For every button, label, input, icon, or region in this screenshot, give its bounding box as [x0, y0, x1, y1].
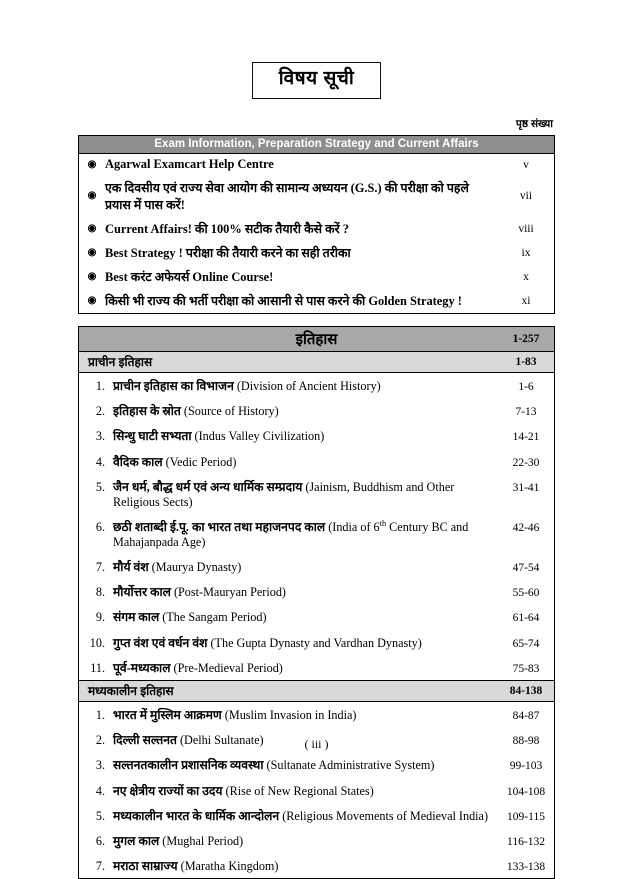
chapter-row[interactable]: [79, 554, 554, 579]
chapter-number: 6.: [95, 519, 105, 534]
chapter-title: [113, 659, 498, 676]
subsection-pages: 1-83: [515, 355, 537, 368]
chapter-row[interactable]: [79, 752, 554, 777]
chapter-title-hindi: संगम काल: [113, 610, 163, 625]
chapter-title-hindi: नए क्षेत्रीय राज्यों का उदय: [113, 783, 226, 798]
chapter-title: [113, 608, 498, 625]
chapter-number: 4.: [95, 454, 105, 469]
exam-info-row: [79, 176, 554, 217]
chapter-row[interactable]: [79, 853, 554, 878]
chapter-pages: 88-98: [512, 735, 540, 748]
exam-info-row-label: Current Affairs! की 100% सटीक तैयारी कैसे करें ?: [105, 222, 349, 237]
chapter-title: [113, 558, 498, 575]
chapter-title-hindi: मराठा साम्राज्य: [113, 859, 181, 874]
chapter-row[interactable]: [79, 448, 554, 473]
chapter-title-hindi: मौर्य वंश: [113, 560, 152, 575]
chapter-row[interactable]: [79, 702, 554, 727]
chapter-row[interactable]: [79, 373, 554, 398]
chapter-title-english: (Muslim Invasion in India): [224, 708, 357, 723]
chapter-row[interactable]: [79, 803, 554, 828]
chapter-title-hindi: दिल्ली सल्तनत: [113, 733, 180, 748]
exam-info-row: [79, 241, 554, 265]
chapter-number: 1.: [95, 378, 105, 393]
chapter-title: [113, 427, 498, 444]
chapter-pages: 7-13: [515, 406, 537, 419]
exam-information-heading: [78, 135, 555, 154]
chapter-title-english: (The Gupta Dynasty and Vardhan Dynasty): [210, 635, 422, 650]
exam-info-row: [79, 217, 554, 241]
chapter-title-hindi: मुगल काल: [113, 833, 163, 848]
chapter-title: [113, 402, 498, 419]
exam-information-list: [78, 154, 555, 314]
chapter-pages: 47-54: [512, 562, 540, 575]
chapter-number: 7.: [95, 560, 105, 575]
chapter-title-english: (Mughal Period): [162, 833, 244, 848]
exam-info-row-page: v: [523, 158, 529, 171]
chapter-title: [113, 634, 498, 651]
exam-info-row: [79, 154, 554, 176]
page-title: विषय सूची: [252, 62, 382, 99]
chapter-title-english: (Sultanate Administrative System): [266, 758, 435, 773]
chapter-row[interactable]: [79, 655, 554, 680]
chapter-row[interactable]: [79, 630, 554, 655]
exam-info-row-page: xi: [521, 294, 531, 307]
exam-info-row-page: vii: [519, 190, 533, 203]
exam-information-heading-label: Exam Information, Preparation Strategy and Current Affairs: [154, 138, 479, 151]
bullet-icon: ◉: [87, 158, 97, 170]
subsection-pages: 84-138: [509, 684, 543, 697]
chapter-title-hindi: वैदिक काल: [113, 454, 166, 469]
chapter-title-english: (Jainism, Buddhism and Other Religious Sects): [113, 479, 455, 509]
bullet-icon: ◉: [87, 246, 97, 258]
chapter-title-english: (Maratha Kingdom): [180, 859, 279, 874]
title-container: [78, 0, 555, 99]
chapter-number: 10.: [89, 635, 105, 650]
chapter-list: [78, 702, 555, 879]
chapter-number: 5.: [95, 808, 105, 823]
chapter-pages: 31-41: [512, 481, 540, 494]
bullet-icon: ◉: [87, 294, 97, 306]
subsection-title: प्राचीन इतिहास: [88, 355, 153, 370]
chapter-number: 9.: [95, 610, 105, 625]
chapter-title-hindi: जैन धर्म, बौद्ध धर्म एवं अन्य धार्मिक सम्प्रदाय: [113, 479, 306, 494]
chapter-row[interactable]: [79, 474, 554, 514]
bullet-icon: ◉: [87, 270, 97, 282]
chapter-title-english: (Maurya Dynasty): [151, 560, 242, 575]
exam-info-row: [79, 265, 554, 289]
subsection-band: [78, 681, 555, 702]
chapter-title-english: (Indus Valley Civilization): [194, 429, 325, 444]
exam-info-row-page: x: [523, 270, 529, 283]
chapter-row[interactable]: [79, 423, 554, 448]
chapter-pages: 1-6: [518, 380, 534, 393]
chapter-title-hindi: सल्तनतकालीन प्रशासनिक व्यवस्था: [113, 758, 267, 773]
chapter-row[interactable]: [79, 828, 554, 853]
chapter-pages: 116-132: [507, 835, 545, 848]
exam-info-row-page: ix: [521, 246, 531, 259]
page-number-column-label: पृष्ठ संख्या: [515, 117, 553, 130]
subsection-title: मध्यकालीन इतिहास: [88, 684, 174, 699]
chapter-number: 8.: [95, 585, 105, 600]
chapter-pages: 84-87: [512, 710, 540, 723]
chapter-number: 1.: [95, 708, 105, 723]
chapter-number: 2.: [95, 733, 105, 748]
chapter-title-english: (Source of History): [183, 404, 279, 419]
main-section-title: इतिहास: [295, 330, 338, 348]
chapter-pages: 104-108: [506, 785, 546, 798]
exam-info-row-label: Best करंट अफेयर्स Online Course!: [105, 270, 274, 285]
chapter-number: 11.: [90, 660, 105, 675]
chapter-pages: 65-74: [512, 637, 540, 650]
chapter-title: [113, 832, 498, 849]
chapter-number: 6.: [95, 833, 105, 848]
chapter-pages: 22-30: [512, 456, 540, 469]
chapter-title-english: (Pre-Medieval Period): [173, 660, 283, 675]
chapter-title-hindi: छठी शताब्दी ई.पू. का भारत तथा महाजनपद काल: [113, 519, 329, 534]
chapter-title-english: (Post-Mauryan Period): [173, 585, 286, 600]
chapter-title-hindi: मौर्योत्तर काल: [113, 585, 174, 600]
chapter-number: 2.: [95, 404, 105, 419]
chapter-row[interactable]: [79, 579, 554, 604]
chapter-title-hindi: पूर्व-मध्यकाल: [113, 660, 174, 675]
subsection-band: [78, 352, 555, 373]
chapter-title-english: (Division of Ancient History): [236, 378, 381, 393]
chapter-number: 7.: [95, 859, 105, 874]
chapter-title: [113, 706, 498, 723]
chapter-pages: 61-64: [512, 612, 540, 625]
chapter-title: [113, 478, 498, 510]
chapter-title: [113, 782, 498, 799]
chapter-title-english: (Delhi Sultanate): [179, 733, 264, 748]
chapter-pages: 14-21: [512, 431, 540, 444]
main-section-pages: 1-257: [512, 332, 540, 345]
chapter-pages: 42-46: [512, 521, 540, 534]
exam-info-row-page: viii: [518, 222, 534, 235]
chapter-title: [113, 518, 498, 550]
exam-info-row: [79, 289, 554, 313]
chapter-row[interactable]: [79, 398, 554, 423]
chapter-title-hindi: मध्यकालीन भारत के धार्मिक आन्दोलन: [113, 808, 283, 823]
chapter-number: 3.: [95, 758, 105, 773]
chapter-pages: 55-60: [512, 587, 540, 600]
exam-info-row-label: किसी भी राज्य की भर्ती परीक्षा को आसानी से पास करने की Golden Strategy !: [105, 294, 462, 309]
chapter-title: [113, 583, 498, 600]
chapter-list: [78, 373, 555, 681]
chapter-title-hindi: इतिहास के स्रोत: [113, 404, 184, 419]
chapter-title-hindi: भारत में मुस्लिम आक्रमण: [113, 708, 225, 723]
chapter-title-english: (India of 6th Century BC and Mahajanpada Age): [113, 518, 469, 549]
bullet-icon: ◉: [87, 190, 97, 202]
chapter-number: 3.: [95, 429, 105, 444]
chapter-title-hindi: गुप्त वंश एवं वर्धन वंश: [113, 635, 211, 650]
chapter-row[interactable]: [79, 778, 554, 803]
chapter-pages: 109-115: [507, 810, 545, 823]
chapter-title: [113, 377, 498, 394]
chapter-title: [113, 453, 498, 470]
page-footer: ( iii ): [304, 737, 329, 751]
chapter-pages: 75-83: [512, 662, 540, 675]
chapter-pages: 99-103: [509, 760, 543, 773]
exam-info-row-label: एक दिवसीय एवं राज्य सेवा आयोग की सामान्य अध्ययन (G.S.) की परीक्षा को पहले प्रयास में पास करें!: [105, 181, 469, 213]
chapter-title-hindi: सिन्धु घाटी सभ्यता: [113, 429, 195, 444]
chapter-row[interactable]: [79, 514, 554, 554]
main-section-band: [78, 326, 555, 352]
chapter-title: [113, 756, 498, 773]
chapter-number: 5.: [95, 479, 105, 494]
bullet-icon: ◉: [87, 222, 97, 234]
chapter-title-english: (Rise of New Regional States): [225, 783, 374, 798]
chapter-row[interactable]: [79, 604, 554, 629]
chapter-title: [113, 857, 498, 874]
exam-info-row-label: Best Strategy ! परीक्षा की तैयारी करने का सही तरीका: [105, 246, 351, 261]
exam-info-row-label: Agarwal Examcart Help Centre: [105, 157, 274, 172]
chapter-number: 4.: [95, 783, 105, 798]
chapter-title-hindi: प्राचीन इतिहास का विभाजन: [113, 378, 237, 393]
chapter-title-english: (Vedic Period): [165, 454, 237, 469]
chapter-pages: 133-138: [506, 861, 546, 874]
chapter-title-english: (Religious Movements of Medieval India): [282, 808, 489, 823]
chapter-title-english: (The Sangam Period): [162, 610, 267, 625]
chapter-title: [113, 807, 498, 824]
